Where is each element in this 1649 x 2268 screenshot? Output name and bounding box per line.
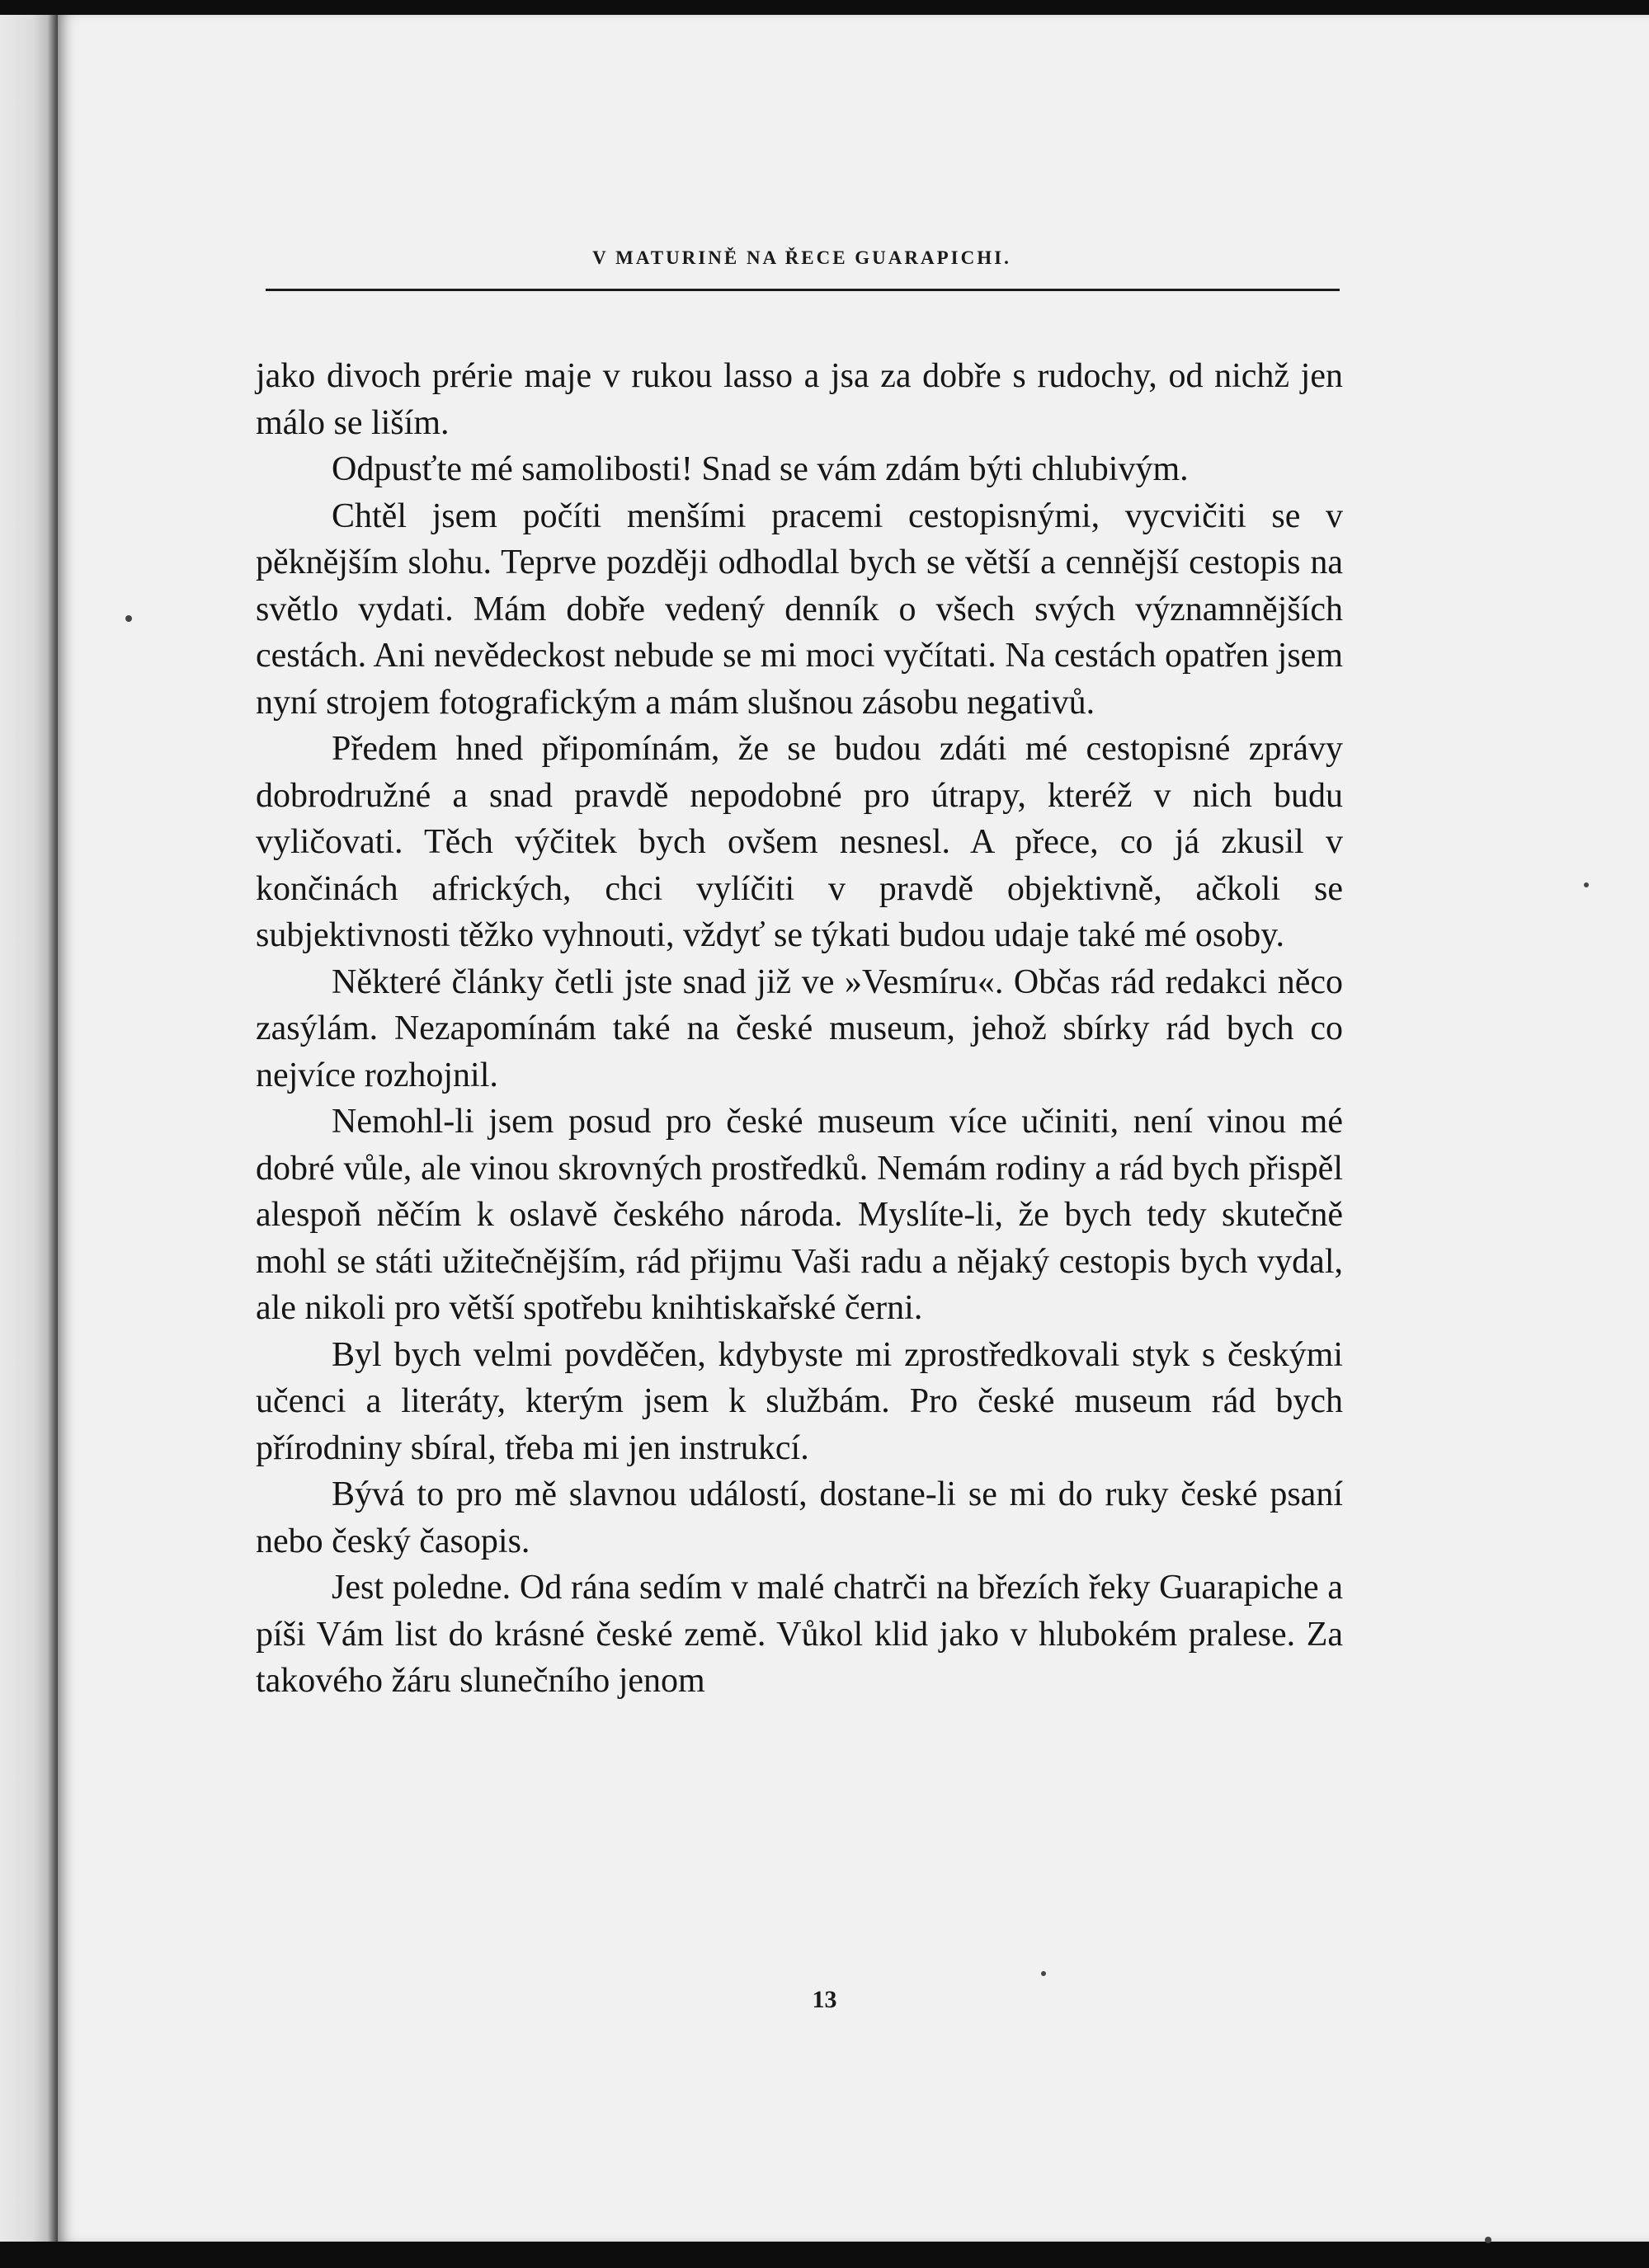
scan-speck	[1584, 882, 1589, 887]
running-head: V MATURINĚ NA ŘECE GUARAPICHI.	[592, 247, 1011, 268]
paragraph: Odpusťte mé samolibosti! Snad se vám zdám býti chlubivým.	[332, 450, 1189, 488]
paragraph: Byl bych velmi povděčen, kdybyste mi zprostředkovali styk s českými učenci a literáty, kterým jsem k službám. Pro české museum rád bych přírodniny sbíral, třeba mi jen instrukcí.	[256, 1335, 1343, 1467]
paragraph: Jest poledne. Od rána sedím v malé chatrči na březích řeky Guarapiche a píši Vám list do krásné české země. Vůkol klid jako v hlubokém pralese. Za takového žáru slunečního jenom	[256, 1569, 1343, 1700]
scan-speck	[1041, 1971, 1046, 1976]
paragraph: Předem hned připomínám, že se budou zdáti mé cestopisné zprávy dobrodružné a snad pravdě nepodobné pro útrapy, kteréž v nich budu vyličovati. Těch výčitek bych ovšem nesnesl. A přece, co já zkusil v končinách afrických, chci vylíčiti v pravdě objektivně, ačkoli se subjektivnosti těžko vyhnouti, vždyť se týkati budou udaje také mé osoby.	[256, 730, 1343, 954]
header-rule	[266, 289, 1340, 291]
paragraph: Bývá to pro mě slavnou událostí, dostane-li se mi do ruky české psaní nebo český časopis.	[256, 1475, 1343, 1560]
scan-speck	[125, 615, 132, 622]
paragraph: Chtěl jsem počíti menšími pracemi cestopisnými, vycvičiti se v pěknějším slohu. Teprve později odhodlal bych se větší a cennější cestopis na světlo vydati. Mám dobře vedený denník o všech svých významnějších cestách. Ani nevědeckost nebude se mi moci vyčítati. Na cestách opatřen jsem nyní strojem fotografickým a mám slušnou zásobu negativů.	[256, 496, 1343, 722]
page-number: 13	[812, 1986, 837, 2013]
book-spine-shadow	[0, 15, 59, 2242]
body-text	[256, 353, 1343, 1705]
paragraph: Nemohl-li jsem posud pro české museum více učiniti, není vinou mé dobré vůle, ale vinou skrovných prostředků. Nemám rodiny a rád bych přispěl alespoň něčím k oslavě českého národa. Myslíte-li, že bych tedy skutečně mohl se státi užitečnějším, rád přijmu Vaši radu a nějaký cestopis bych vydal, ale nikoli pro větší spotřebu knihtiskařské černi.	[256, 1103, 1343, 1327]
paragraph: jako divoch prérie maje v rukou lasso a jsa za dobře s rudochy, od nichž jen málo se liším.	[256, 357, 1343, 442]
paragraph: Některé články četli jste snad již ve »Vesmíru«. Občas rád redakci něco zasýlám. Nezapomínám také na české museum, jehož sbírky rád bych co nejvíce rozhojnil.	[256, 962, 1343, 1094]
scan-speck	[1485, 2237, 1491, 2243]
